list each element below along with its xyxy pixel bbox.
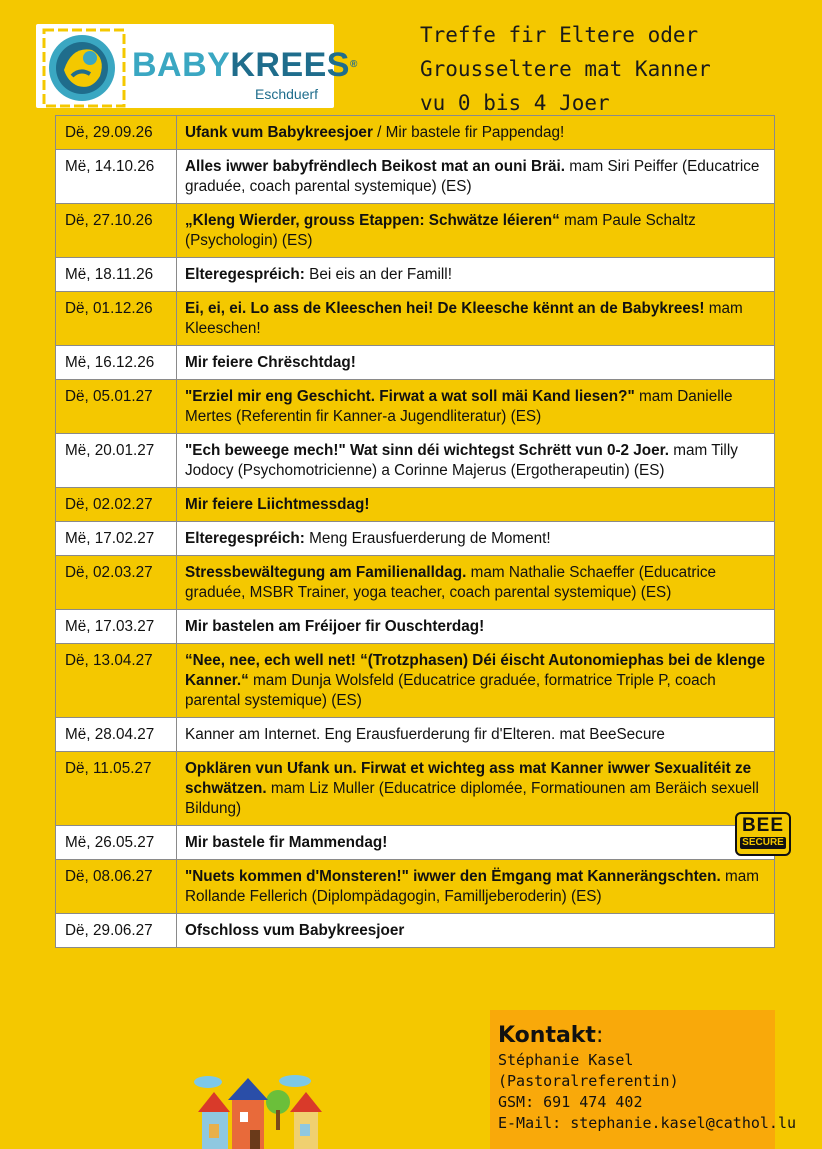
schedule-description [177, 488, 775, 522]
schedule-title: Elteregespréich: [185, 530, 305, 547]
schedule-row [56, 752, 775, 826]
bee-logo-bottom: SECURE [740, 837, 786, 849]
houses-illustration [190, 1072, 330, 1149]
schedule-details: / Mir bastele fir Pappendag! [372, 124, 565, 141]
schedule-description [177, 860, 775, 914]
schedule-description [177, 150, 775, 204]
schedule-date: Dë, 01.12.26 [56, 292, 177, 346]
schedule-row [56, 644, 775, 718]
schedule-title: "Erziel mir eng Geschicht. Firwat a wat soll mäi Kand liesen?" [185, 388, 635, 405]
schedule-row [56, 826, 775, 860]
logo-word-baby: BABY [132, 46, 231, 84]
schedule-date: Më, 14.10.26 [56, 150, 177, 204]
schedule-date: Dë, 02.03.27 [56, 556, 177, 610]
schedule-description [177, 522, 775, 556]
schedule-details: mam Dunja Wolsfeld (Educatrice graduée, formatrice Triple P, coach parental systemique) (ES) [185, 672, 716, 709]
schedule-title: „Kleng Wierder, grouss Etappen: Schwätze léieren“ [185, 212, 560, 229]
schedule-description [177, 826, 775, 860]
schedule-details: Bei eis an der Famill! [304, 266, 452, 283]
schedule-details: mam Tilly Jodocy (Psychomotricienne) a Corinne Majerus (Ergotherapeutin) (ES) [185, 442, 738, 479]
tagline-line-3: vu 0 bis 4 Joer [420, 91, 610, 115]
schedule-row [56, 488, 775, 522]
schedule-description [177, 610, 775, 644]
schedule-title: Mir bastelen am Fréijoer fir Ouschterdag! [185, 618, 485, 635]
schedule-details: mam Nathalie Schaeffer (Educatrice graduée, MSBR Trainer, yoga teacher, coach parental systemique) (ES) [185, 564, 717, 601]
schedule-row [56, 556, 775, 610]
babykrees-logo [36, 24, 358, 108]
schedule-description [177, 204, 775, 258]
schedule-title: “Nee, nee, ech well net! “(Trotzphasen) Déi éischt Autonomiephas bei de klenge Kanner.“ [185, 652, 765, 689]
contact-title-colon: : [595, 1023, 604, 1048]
schedule-row [56, 434, 775, 488]
schedule-details: mam Siri Peiffer (Educatrice graduée, coach parental systemique) (ES) [185, 158, 760, 195]
schedule-row [56, 914, 775, 948]
schedule-row [56, 860, 775, 914]
schedule-title: Opklären vun Ufank un. Firwat et wichteg ass mat Kanner iwwer Sexualitéit ze schwätzen. [185, 760, 752, 797]
schedule-details: mam Danielle Mertes (Referentin fir Kanner-a Jugendliteratur) (ES) [185, 388, 733, 425]
contact-name: Stéphanie Kasel [498, 1051, 634, 1069]
schedule-details: mam Liz Muller (Educatrice diplomée, Formatiounen am Beräich sexuell Bildung) [185, 780, 759, 817]
tagline-line-1: Treffe fir Eltere oder [420, 23, 699, 47]
schedule-description [177, 434, 775, 488]
tagline-line-2: Grousseltere mat Kanner [420, 57, 711, 81]
schedule-description [177, 116, 775, 150]
schedule-date: Më, 17.03.27 [56, 610, 177, 644]
schedule-date: Më, 17.02.27 [56, 522, 177, 556]
contact-title-text: Kontakt [498, 1023, 596, 1048]
schedule-table [55, 115, 775, 948]
schedule-row [56, 204, 775, 258]
schedule-title: Alles iwwer babyfrëndlech Beikost mat an ouni Bräi. [185, 158, 565, 175]
schedule-date: Dë, 08.06.27 [56, 860, 177, 914]
bee-logo-top: BEE [741, 815, 785, 836]
tagline [420, 18, 810, 120]
schedule-row [56, 610, 775, 644]
schedule-date: Dë, 05.01.27 [56, 380, 177, 434]
schedule-date: Më, 28.04.27 [56, 718, 177, 752]
schedule-date: Më, 26.05.27 [56, 826, 177, 860]
schedule-details: mam Paule Schaltz (Psychologin) (ES) [185, 212, 696, 249]
contact-phone[interactable]: GSM: 691 474 402 [498, 1093, 643, 1111]
contact-title [498, 1022, 767, 1050]
schedule-description [177, 346, 775, 380]
logo-wordmark [132, 48, 358, 82]
schedule-details: Meng Erausfuerderung de Moment! [304, 530, 551, 547]
baby-logo-icon [42, 28, 126, 108]
schedule-row [56, 346, 775, 380]
schedule-description [177, 258, 775, 292]
beesecure-logo [735, 812, 791, 856]
schedule-title: Mir bastele fir Mammendag! [185, 834, 388, 851]
schedule-title: Ufank vum Babykreesjoer [185, 124, 373, 141]
schedule-description [177, 556, 775, 610]
schedule-description [177, 644, 775, 718]
schedule-description [177, 380, 775, 434]
schedule-title: Ei, ei, ei. Lo ass de Kleeschen hei! De Kleesche kënnt an de Babykrees! [185, 300, 705, 317]
schedule-title: Elteregespréich: [185, 266, 305, 283]
schedule-date: Më, 16.12.26 [56, 346, 177, 380]
logo-word-krees: KREES [230, 46, 350, 84]
registered-mark: ® [349, 59, 358, 70]
contact-email[interactable]: E-Mail: stephanie.kasel@cathol.lu [498, 1114, 797, 1132]
schedule-date: Dë, 29.06.27 [56, 914, 177, 948]
schedule-row [56, 380, 775, 434]
schedule-date: Më, 20.01.27 [56, 434, 177, 488]
logo-location: Eschduerf [255, 86, 319, 102]
schedule-row [56, 292, 775, 346]
schedule-title: Mir feiere Liichtmessdag! [185, 496, 370, 513]
schedule-row [56, 522, 775, 556]
schedule-row [56, 150, 775, 204]
schedule-title: Mir feiere Chrëschtdag! [185, 354, 356, 371]
schedule-title: "Nuets kommen d'Monsteren!" iwwer den Ëmgang mat Kannerängschten. [185, 868, 721, 885]
contact-role: (Pastoralreferentin) [498, 1072, 679, 1090]
contact-box [490, 1010, 797, 1149]
schedule-title: Ofschloss vum Babykreesjoer [185, 922, 405, 939]
schedule-date: Dë, 29.09.26 [56, 116, 177, 150]
schedule-row [56, 116, 775, 150]
schedule-date: Dë, 02.02.27 [56, 488, 177, 522]
schedule-description [177, 914, 775, 948]
schedule-description [177, 292, 775, 346]
schedule-date: Më, 18.11.26 [56, 258, 177, 292]
schedule-details: Kanner am Internet. Eng Erausfuerderung fir d'Elteren. mat BeeSecure [185, 726, 665, 743]
schedule-title: "Ech beweege mech!" Wat sinn déi wichtegst Schrëtt vun 0-2 Joer. [185, 442, 670, 459]
schedule-details: mam Rollande Fellerich (Diplompädagogin, Familljeberoderin) (ES) [185, 868, 760, 905]
schedule-date: Dë, 27.10.26 [56, 204, 177, 258]
schedule-date: Dë, 13.04.27 [56, 644, 177, 718]
schedule-date: Dë, 11.05.27 [56, 752, 177, 826]
schedule-details: mam Kleeschen! [185, 300, 743, 337]
schedule-description [177, 752, 775, 826]
schedule-description [177, 718, 775, 752]
schedule-row [56, 718, 775, 752]
schedule-row [56, 258, 775, 292]
schedule-title: Stressbewältegung am Familienalldag. [185, 564, 467, 581]
